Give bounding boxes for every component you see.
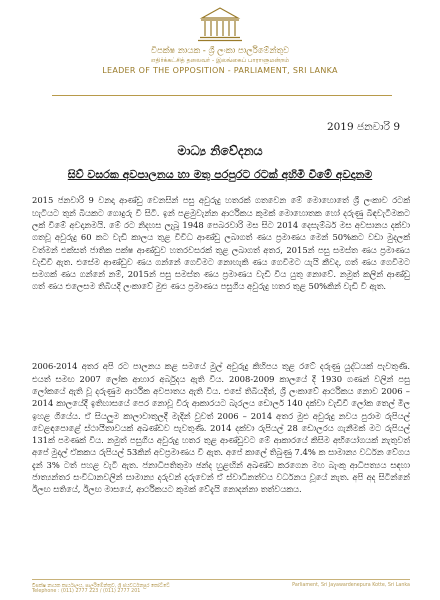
- release-title: මාධ්‍ය නිවේදනය: [177, 143, 263, 158]
- letterhead-divider: [52, 95, 392, 96]
- release-subject: සිව් වසරක අවපාලනය හා මතු පරපුරට රටක් අහිමි වීමේ අවදානම: [67, 168, 373, 181]
- body-paragraph-2: 2006-2014 අතර අපි රට පාලනය කළ සමයේ මුල් අවුරුදු කිහිපය තුළ රටේ දරුණු යුද්ධයක් පැවතුණි. එයත් සමඟ 2007 ලෝක ආහාර අර්බුදය ඇති විය. 2008-2009 කාලයේ දී 1930 ගණන් වලින් පසු ලෝකයේ ඇති වූ දරුණුම ආර්ථික අවපාතය ඇති විය. එසේ තිබියදීත්, ශ්‍රී ලංකාවේ ආර්ථිකය නොව 2006 – 2014 කාලයේදී ඉතිහාසයේ පෙර නොවූ විරු ආකාරයට බැරලය ඩොලර් 140 දක්වා වැඩිවී ලෝක තෙල් මිල ඉහළ ගියේය. ඒ සියලුම කාලාවාතුලදී මැදින් වුවත් 2006 – 2014 අතර මුළු අවුරුදු නවය පුරාම රුපියල් වෙළඳපොළේ ස්ථායීතාවයක් අඛණ්ඩව පැවතුණි. 2014 දක්වා රුපියල් 28 ඩොලරය ගැනීමක් මට රුපියල් 131ක් පමණක් විය. නමුත් පසුගිය අවුරුදු හතර තුළ ආණ්ඩුවට මේ ආකාරයේ කිසිම අභියෝගයක් නැතුවත් අපේ මුදල් ඒකකය රුපියල් 53කින් අවප්‍රමාණය වී ඇත. අපේ කාලේ තිබුණු 7.4% ක සාමාන්‍ය වර්ධන වේගය දැන් 3% ටත් පහළ වැටී ඇත. ජනාධිපතිතුමා ඡන්ද හුළඟින් අඛණ්ඩ කරගෙන මහ බැංකු ආධිපත්‍යය සඳහා ජාත්‍යන්තර සංවිධානවලින් සාමාන්‍ය දරුවන් දරුවෙන් ඒ ස්වාධීනත්වය වර්ධනය වූයේ නැත. අපි අද සිටින්නේ ඊලඟ සතියේ, ඊලඟ මාසයේ, ආර්ථිකයට කුමක් වේදැයි නොදන්නා තත්වයකය.: [32, 361, 410, 495]
- letterhead: [0, 4, 440, 75]
- body-paragraph-1: 2015 ජනවාරි 9 වනදා ආණ්ඩු වෙනසින් පසු අවුරුදු හතරක් ගතවෙන මේ මොහොතේ ශ්‍රී ලංකාව රටක් හැටියට තුන් බියකට ගොදුරු වී සිටී. ඉන් පළමුවැන්න ආර්ථිකය කුමක් මොහොතක හෝ දරුණු බිඳවැටීමකට ලක් වීමේ අවදානමයි. මේ රට නිදහස ලැබූ 1948 පෙබරවාරි මස සිට 2014 දෙසැම්බර් මස අවසානය දක්වා ගතවූ අවුරුදු 60 කට වැඩි කාලය තුළ විවිධ ආණ්ඩු ලබාගත් ණය ප්‍රමාණය මෙන් 50%කට වඩා මුදලක් වත්මන් එක්සත් ජාතික පක්ෂ ආණ්ඩුව හතරවසරක් තුළ ලබාගත් අතර, 2015න් පසු සමස්ත ණය ප්‍රමාණය වැඩිවී ඇත. එසේම ආණ්ඩුව ණය ගන්නේ ගෙවීමට නොහැකි ණය ගෙවීමට යැයි කීවද, ගත් ණය ගෙවීමට සමගක් ණය ගන්නේ නම්, 2015න් පසු සමස්ත ණය ප්‍රමාණය වැඩි විය යුතු නොවේ. නමුත් කලින් ආණ්ඩු ගත් ණය එලෙසම තිබියදී ලංකාවේ මුළු ණය ප්‍රමාණය පසුගිය අවුරුදු හතර තුළ 50%කින් වැඩි වී ඇත.: [32, 195, 410, 292]
- footer-divider: [32, 579, 410, 580]
- letterhead-sinhala: විපක්ෂ නායක - ශ්‍රී ලංකා පාර්ලිමේන්තුව: [150, 45, 290, 55]
- footer-address-english: Parliament, Sri Jayawardenepura Kotte, Sri Lanka: [292, 583, 410, 588]
- letterhead-tamil: எதிர்க்கட்சித் தலைவர் - இலங்கைப் பாராளுமன்றம்: [150, 57, 290, 64]
- letterhead-english: LEADER OF THE OPPOSITION - PARLIAMENT, SRI LANKA: [102, 66, 338, 75]
- footer-address: විපක්ෂ නායක කාර්යාලය, පාර්ලිමේන්තුව, ශ්‍රී ජයවර්ධනපුර කෝට්ටේ: [32, 584, 170, 589]
- footer: [32, 579, 410, 594]
- parliament-building-icon: [0, 4, 440, 44]
- release-date: 2019 ජනවාරි 9: [326, 121, 400, 133]
- footer-phone: Telephone : (011) 2777 223 / (011) 2777 201: [32, 589, 141, 594]
